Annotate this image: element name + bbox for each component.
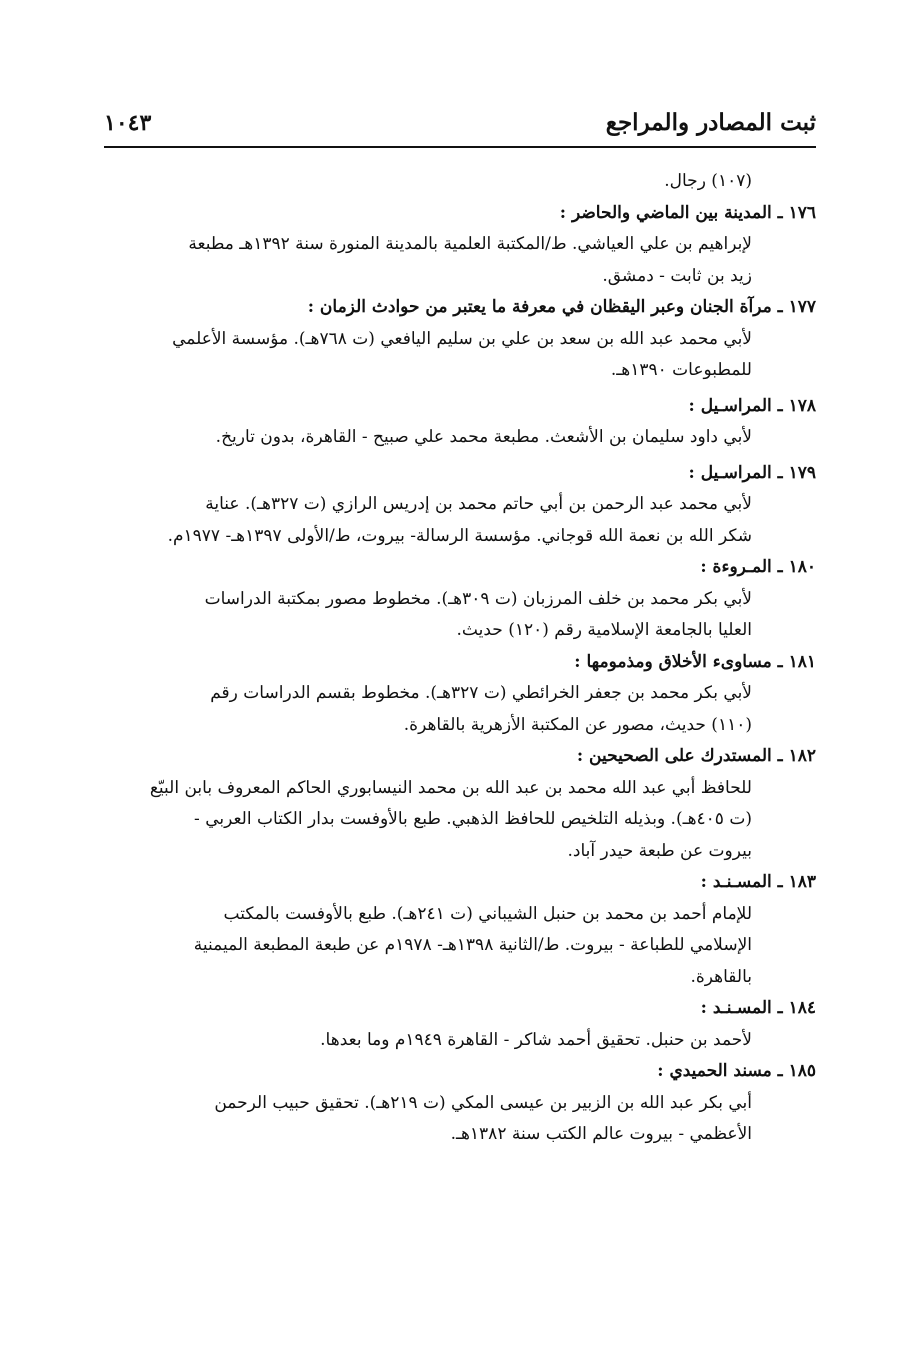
entry-line: للحافظ أبي عبد الله محمد بن عبد الله بن محمد النيسابوري الحاكم المعروف بابن البيّع (149, 777, 752, 798)
entry-title: مساوىء الأخلاق ومذمومها : (574, 651, 772, 672)
entry-title: المراسـيل : (688, 462, 772, 483)
bibliography-entry (104, 292, 816, 387)
entry-number: ١٧٦ (788, 202, 816, 223)
entry-number: ١٨٥ (788, 1061, 816, 1081)
entry-title: مسند الحميدي : (657, 1061, 772, 1081)
entry-heading: ١٨٥ ـ مسند الحميدي : (104, 1056, 816, 1088)
entry-title: المسـنـد : (700, 998, 772, 1018)
continuation-line: (١٠٧) رجال. (664, 171, 752, 191)
entry-line: لأبي بكر محمد بن خلف المرزبان (ت ٣٠٩هـ). مخطوط مصور بمكتبة الدراسات (204, 588, 752, 609)
entry-heading: ١٧٧ ـ مرآة الجنان وعبر اليقظان في معرفة ما يعتبر من حوادث الزمان : (104, 292, 816, 324)
bibliography-entry (104, 867, 816, 993)
page-number: ١٠٤٣ (104, 110, 152, 136)
bibliography-list (104, 166, 816, 1151)
entry-title: المستدرك على الصحيحين : (576, 746, 772, 766)
entry-number: ١٨٣ (788, 872, 816, 892)
entry-heading: ١٨١ ـ مساوىء الأخلاق ومذمومها : (104, 647, 816, 679)
entry-number: ١٧٩ (788, 462, 816, 483)
entry-line: (ت ٤٠٥هـ). وبذيله التلخيص للحافظ الذهبي. طبع بالأوفست بدار الكتاب العربي - (194, 809, 752, 829)
entry-line: شكر الله بن نعمة الله قوجاني. مؤسسة الرسالة- بيروت، ط/الأولى ١٣٩٧هـ- ١٩٧٧م. (167, 525, 752, 546)
entry-line: لأبي محمد عبد الله بن سعد بن علي بن سليم اليافعي (ت ٧٦٨هـ). مؤسسة الأعلمي (172, 328, 752, 349)
entry-line: لأحمد بن حنبل. تحقيق أحمد شاكر - القاهرة ١٩٤٩م وما بعدها. (320, 1029, 752, 1050)
bibliography-entry (104, 552, 816, 647)
entry-title: المراسـيل : (688, 395, 772, 416)
entry-title: المسـنـد : (700, 872, 772, 892)
entry-line: بيروت عن طبعة حيدر آباد. (567, 840, 752, 861)
entry-line: للمطبوعات ١٣٩٠هـ. (610, 360, 752, 380)
entry-number: ١٨٤ (788, 998, 816, 1018)
entry-line: أبي بكر عبد الله بن الزبير بن عيسى المكي (ت ٢١٩هـ). تحقيق حبيب الرحمن (214, 1092, 752, 1113)
entry-number: ١٨١ (788, 651, 816, 672)
bibliography-entry (104, 458, 816, 553)
entry-number: ١٧٧ (788, 297, 816, 317)
header-rule (104, 146, 816, 148)
entry-line: للإمام أحمد بن محمد بن حنبل الشيباني (ت ٢٤١هـ). طبع بالأوفست بالمكتب (223, 903, 752, 924)
page-header (104, 96, 816, 136)
entry-line: (١١٠) حديث، مصور عن المكتبة الأزهرية بالقاهرة. (403, 714, 752, 735)
entry-line: لأبي بكر محمد بن جعفر الخرائطي (ت ٣٢٧هـ). مخطوط بقسم الدراسات رقم (210, 683, 752, 703)
entry-heading: ١٧٦ ـ المدينة بين الماضي والحاضر : (104, 198, 816, 230)
entry-line: بالقاهرة. (690, 966, 752, 987)
entry-title: المدينة بين الماضي والحاضر : (559, 202, 772, 223)
entry-heading: ١٧٩ ـ المراسـيل : (104, 458, 816, 490)
bibliography-entry (104, 647, 816, 742)
bibliography-entry (104, 1056, 816, 1151)
bibliography-entry (104, 993, 816, 1056)
running-title: ثبت المصادر والمراجع (605, 109, 816, 136)
bibliography-entry (104, 198, 816, 293)
entry-line: لإبراهيم بن علي العياشي. ط/المكتبة العلمية بالمدينة المنورة سنة ١٣٩٢هـ مطبعة (188, 234, 752, 254)
bibliography-entry (104, 741, 816, 867)
entry-title: المـروءة : (700, 557, 772, 577)
entry-line: الإسلامي للطباعة - بيروت. ط/الثانية ١٣٩٨هـ- ١٩٧٨م عن طبعة المطبعة الميمنية (193, 935, 752, 955)
entry-heading: ١٨٣ ـ المسـنـد : (104, 867, 816, 899)
entry-heading: ١٧٨ ـ المراسـيل : (104, 391, 816, 423)
entry-line: لأبي محمد عبد الرحمن بن أبي حاتم محمد بن إدريس الرازي (ت ٣٢٧هـ). عناية (205, 494, 752, 514)
entry-line: لأبي داود سليمان بن الأشعث. مطبعة محمد علي صبيح - القاهرة، بدون تاريخ. (215, 427, 752, 447)
entry-line: الأعظمي - بيروت عالم الكتب سنة ١٣٨٢هـ. (450, 1124, 752, 1144)
entry-number: ١٧٨ (788, 395, 816, 416)
entry-line: العليا بالجامعة الإسلامية رقم (١٢٠) حديث. (456, 620, 752, 640)
entry-heading: ١٨٢ ـ المستدرك على الصحيحين : (104, 741, 816, 773)
entry-heading: ١٨٠ ـ المـروءة : (104, 552, 816, 584)
entry-line: زيد بن ثابت - دمشق. (602, 265, 752, 286)
entry-number: ١٨٠ (788, 557, 816, 577)
bibliography-entry (104, 391, 816, 454)
entry-number: ١٨٢ (788, 746, 816, 766)
entry-heading: ١٨٤ ـ المسـنـد : (104, 993, 816, 1025)
entry-title: مرآة الجنان وعبر اليقظان في معرفة ما يعتبر من حوادث الزمان : (307, 297, 772, 317)
